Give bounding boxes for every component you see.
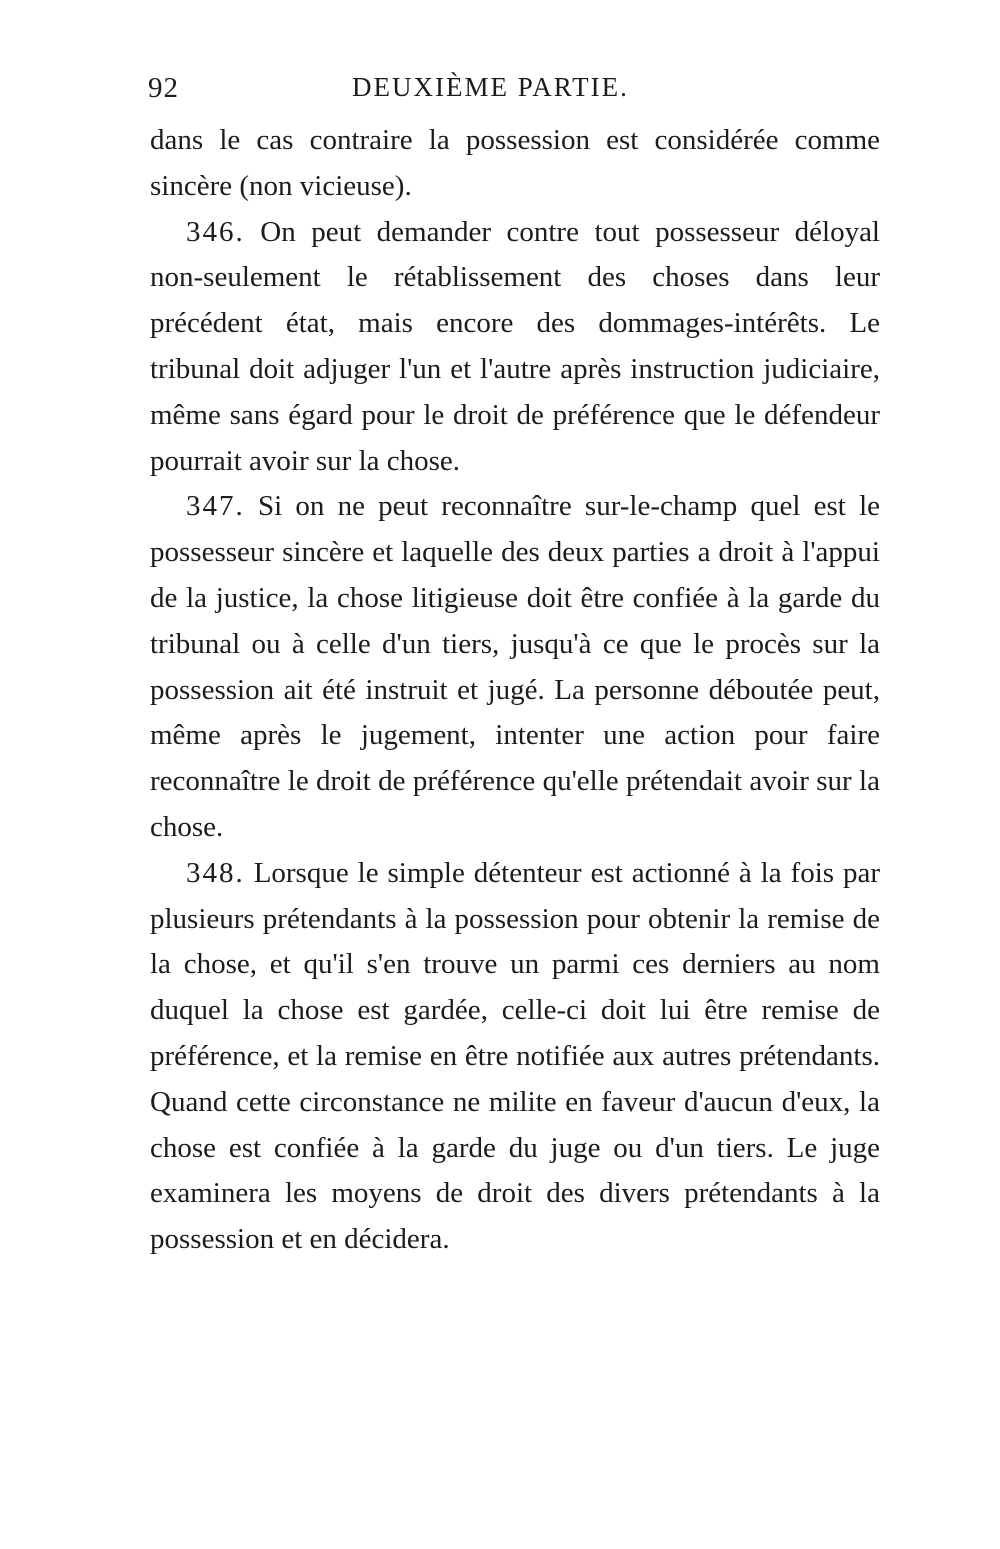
paragraph-text: Si on ne peut reconnaître sur-le-champ quel est le possesseur sincère et laquelle des deux parties a droit à l'appui de la justice, la chose litigieuse doit être confiée à la garde du tribunal ou à celle d'un tiers, jusqu'à ce que le procès sur la possession ait été instruit et jugé. La personne déboutée peut, même après le jugement, intenter une action pour faire reconnaître le droit de préférence qu'elle prétendait avoir sur la chose. — [150, 490, 880, 843]
running-head-title: DEUXIÈME PARTIE. — [352, 72, 629, 102]
running-head — [140, 72, 880, 112]
article-number: 346. — [186, 215, 245, 248]
paragraph-continuation — [150, 118, 880, 210]
paragraph-text: dans le cas contraire la possession est considérée comme sincère (non vicieuse). — [150, 124, 880, 202]
article-number: 347. — [186, 490, 245, 523]
paragraph-text: On peut demander contre tout possesseur déloyal non-seulement le rétablissement des choses dans leur précédent état, mais encore des dommages-intérêts. Le tribunal doit adjuger l'un et l'autre après instruction judiciaire, même sans égard pour le droit de préférence que le défendeur pourrait avoir sur la chose. — [150, 215, 880, 477]
article-number: 348. — [186, 856, 245, 889]
page-number: 92 — [148, 72, 179, 104]
article-348 — [150, 851, 880, 1263]
body-text — [150, 118, 880, 1263]
article-346 — [150, 210, 880, 485]
paragraph-text: Lorsque le simple détenteur est actionné à la fois par plusieurs prétendants à la possession pour obtenir la remise de la chose, et qu'il s'en trouve un parmi ces derniers au nom duquel la chose est gardée, celle-ci doit lui être remise de préférence, et la remise en être notifiée aux autres prétendants. Quand cette circonstance ne milite en faveur d'aucun d'eux, la chose est confiée à la garde du juge ou d'un tiers. Le juge examinera les moyens de droit des divers prétendants à la possession et en décidera. — [150, 856, 880, 1256]
article-347 — [150, 484, 880, 850]
